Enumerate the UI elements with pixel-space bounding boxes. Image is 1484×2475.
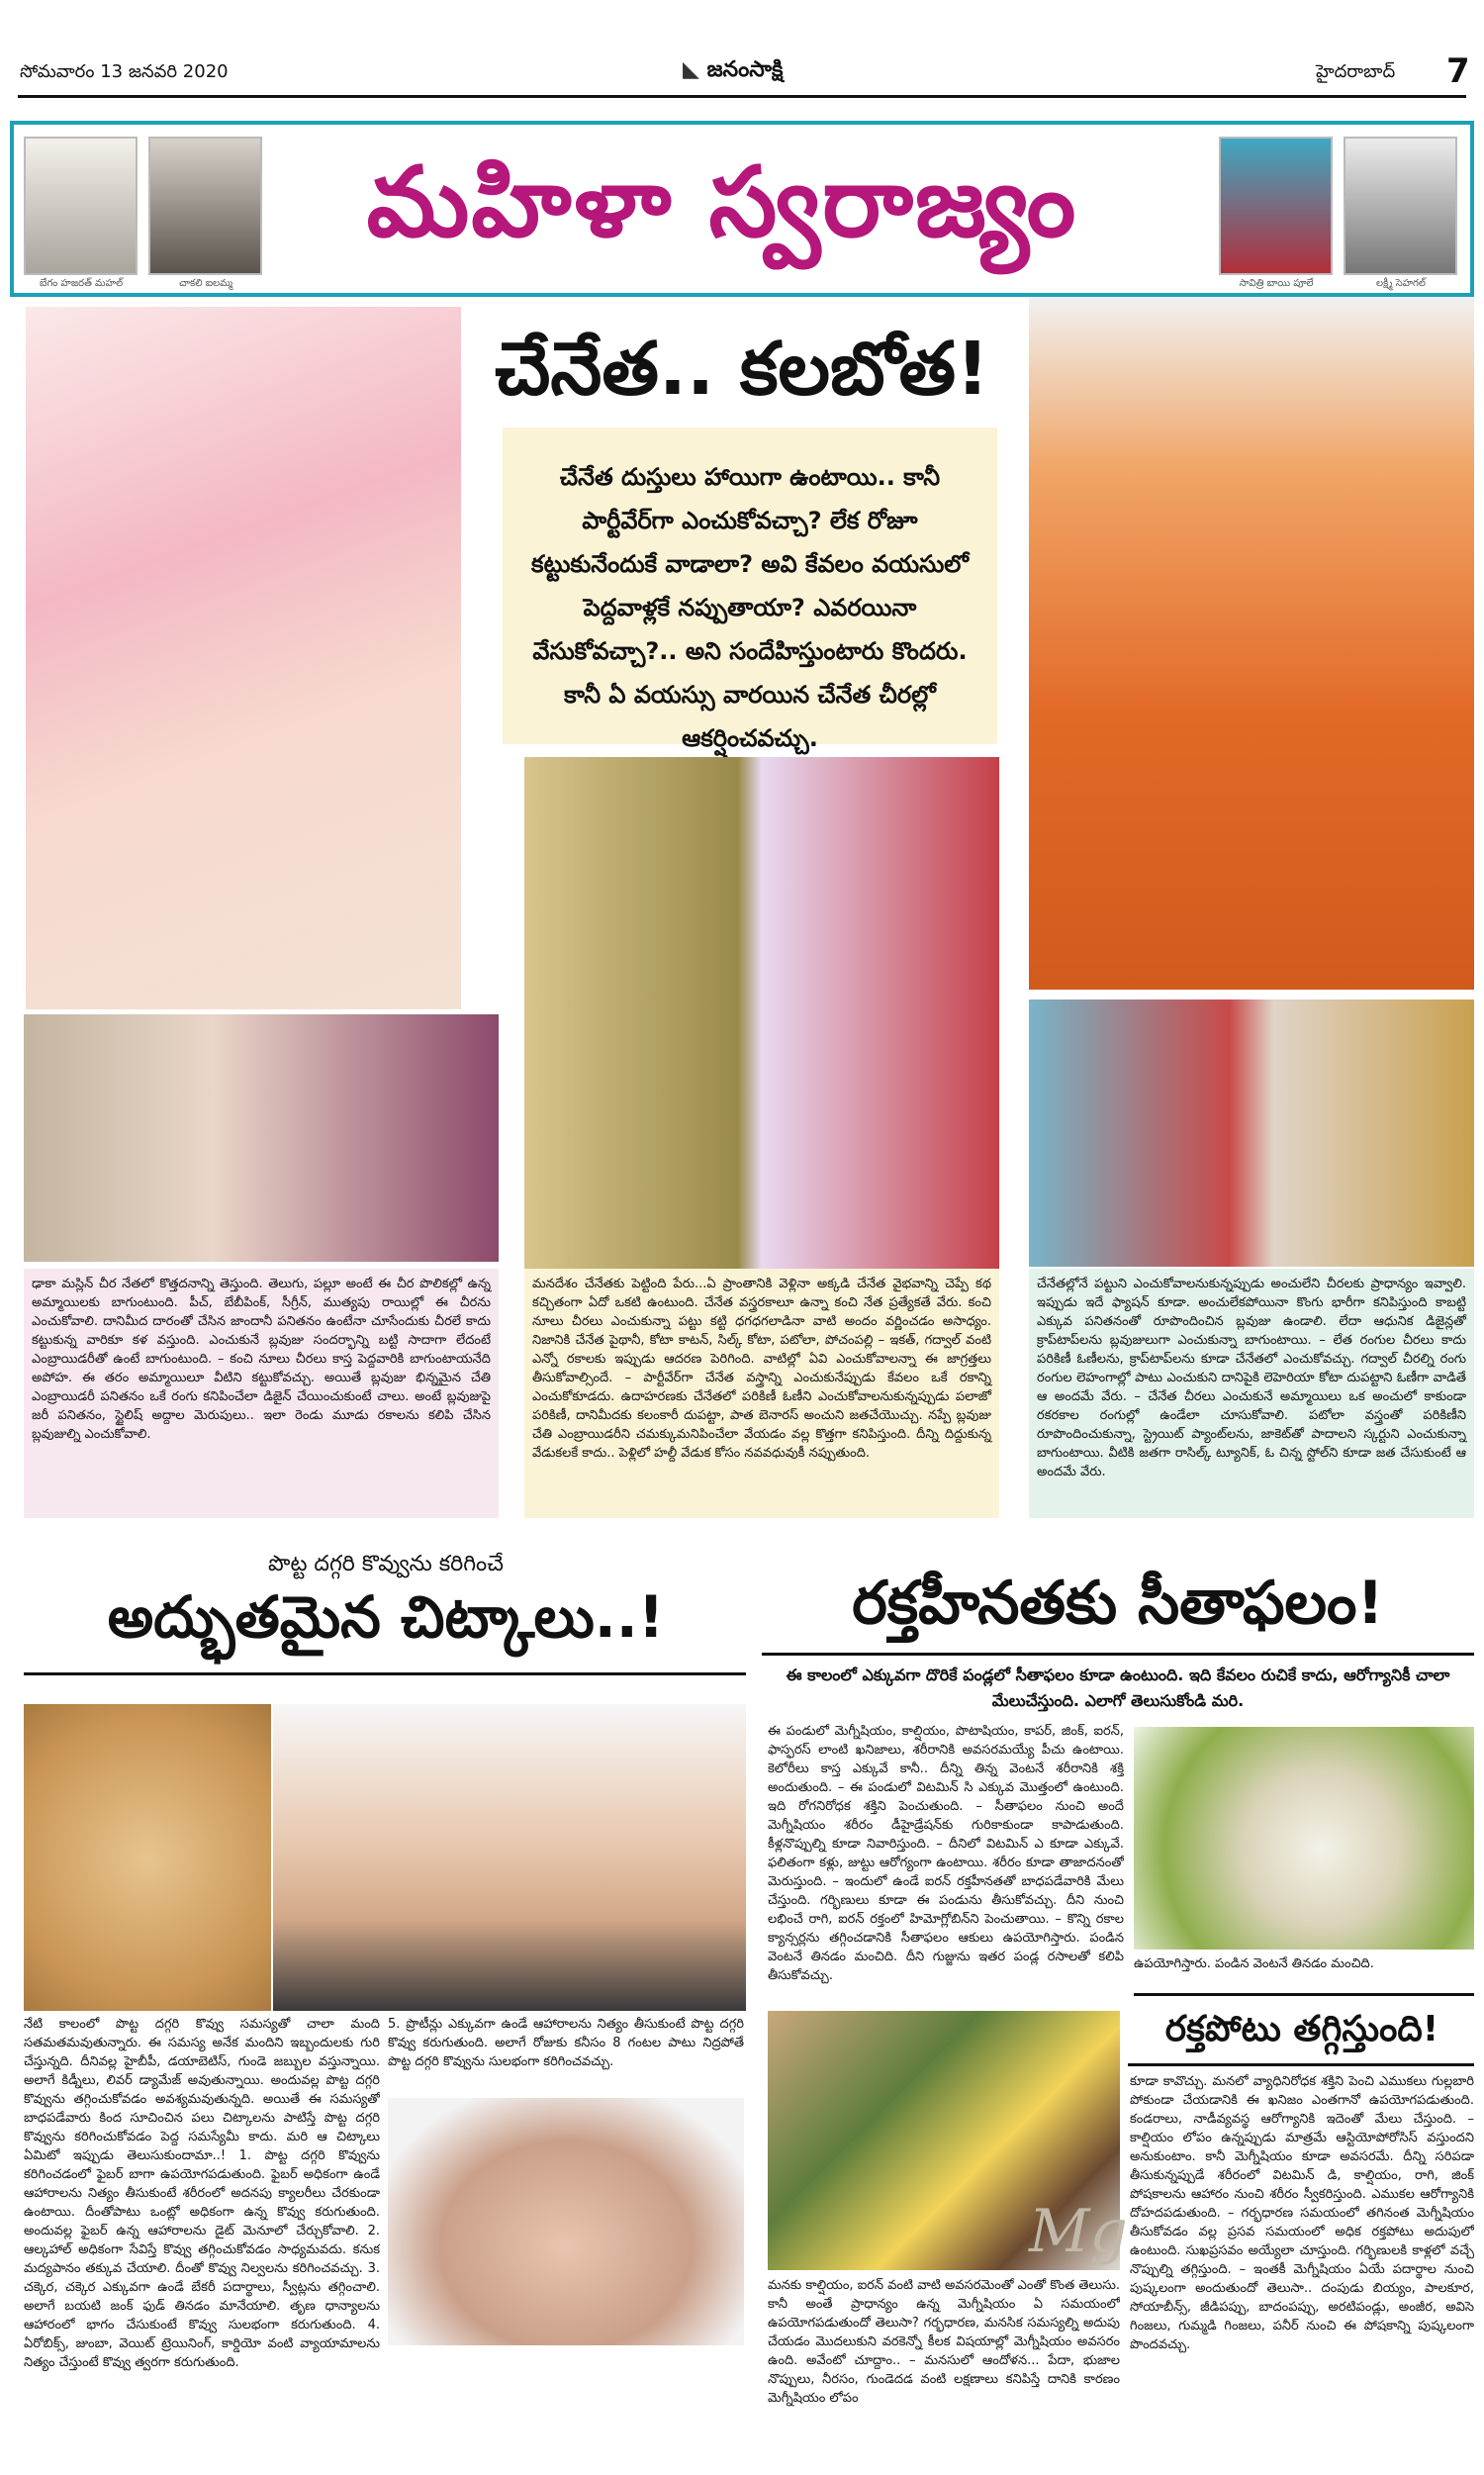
- section-title: మహిళా స్వరాజ్యం: [366, 146, 1078, 259]
- article3-rule: [762, 1653, 1474, 1656]
- photo-custard-apple: [1134, 1727, 1474, 1950]
- newspaper-name: [683, 57, 783, 87]
- photo-three-women: [24, 1014, 499, 1262]
- article2-rule: [24, 1672, 746, 1675]
- photo-waist: [388, 2098, 744, 2345]
- article2-col2: 5. ప్రొటీన్లు ఎక్కువగా ఉండే ఆహారాలను నిత్యం తీసుకుంటే పొట్ట దగ్గరి కొవ్వు కరుగుతుంది. అలాగే రోజుకు కనీసం 8 గంటల పాటు నిద్రపోతే పొట్ట దగ్గరి కొవ్వును సులభంగా కరిగించవచ్చు.: [388, 2017, 744, 2069]
- article4-col1: మనకు కాల్షియం, ఐరన్ వంటి వాటి అవసరమెంతో ఎంతో కొంత తెలుసు. కానీ అంతే ప్రాధాన్యం ఉన్న మెగ్నీషియం ఏ సమయంలో ఉపయోగపడుతుందో తెలుసా? గర్భధారణ, మనసిక సమస్యల్ని అదుపు చేయడం మొదలుకుని వరకెన్నో కీలక విషయాల్లో మెగ్నీషియం అవసరం ఉంది. అవేంటో చూద్దాం.. – మనసులో ఆందోళన... పేదా, భుజాల నొప్పులు, నీరసం, గుండెదడ వంటి లక్షణాలు కనిపిస్తే దానికి కారణం మెగ్నీషియం లోపం: [768, 2278, 1120, 2406]
- article3-headline: రక్తహీనతకు సీతాఫలం!: [852, 1569, 1384, 1638]
- portrait-caption-1: బేగం హజరత్ మహల్: [39, 278, 124, 289]
- article3-bottom-rule: [1134, 1993, 1474, 1996]
- portrait-2: [148, 137, 262, 275]
- photo-grains: [24, 1704, 271, 2011]
- article1-headline: చేనేత.. కలబోత!: [495, 327, 989, 412]
- logo-icon: ◣: [683, 57, 699, 82]
- article4-col2: కూడా కావొచ్చు. మనలో వ్యాధినిరోధక శక్తిని పెంచి ఎముకలు గుల్లబారి పోకుండా చేయడానికి ఈ ఖనిజం ఎంతగానో ఉపయోగపడుతుంది. కండరాలు, నాడీవ్యవస్థ ఆరోగ్యానికి ఇదెంతో మేలు చేస్తుంది. – కాల్షియం లోపం ఉన్నప్పుడు మాత్రమే ఆస్టియోపోరోసిస్ వస్తుందని అనుకుంటాం. కానీ మెగ్నీషియం కూడా అవసరమే. దీన్ని సరిపడా తీసుకున్నప్పుడే శరీరంలో విటమిన్ డి, కాల్షియం, రాగి, జింక్ పోషకాలను ఆహారం నుంచి శరీరం స్వీకరిస్తుంది. ఎముకల ఆరోగ్యానికి దోహదపడుతుంది. – గర్భధారణ సమయంలో తగినంత మెగ్నీషియం తీసుకోవడం వల్ల ప్రసవ సమయంలో అధిక రక్తపోటు అదుపులో ఉంటుంది. సుఖప్రసవం అయ్యేలా చూస్తుంది. గర్భిణులకి కాళ్లలో వచ్చే నొప్పుల్ని తగ్గిస్తుంది. – ఇంతకీ మెగ్నీషియం ఏయే పదార్థాల నుంచి పుష్కలంగా అందుతుందో తెలుసా.. దంపుడు బియ్యం, పాలకూర, సోయాబీన్స్, జీడిపప్పు, బాదంపప్పు, అరటిపండ్లు, అంజీర, అవిసె గింజలు, గుమ్మడి గింజలు, పనీర్ నుంచి ఈ పోషకాన్ని పుష్కలంగా పొందవచ్చు.: [1130, 2074, 1474, 2352]
- portrait-caption-2: చాకలి ఐలమ్మ: [178, 278, 233, 289]
- article1-col2: మనదేశం చేనేతకు పెట్టింది పేరు...ఏ ప్రాంతానికి వెళ్లినా అక్కడి చేనేత వైభవాన్ని చెప్పే కథ కచ్చితంగా ఏదో ఒకటి ఉంటుంది. చేనేత వస్త్రరకాలూ ఉన్నా కంచి నేత ప్రత్యేకతే వేరు. కంచి నూలు చీరలు ఎంచుకున్నా పట్టు కట్టి ధగధగలాడినా వాటి అందం వర్ణించడం అసాధ్యం. నిజానికి చేనేత పైథానీ, కోటా కాటన్, సిల్క్ కోటా, పటోలా, పోచంపల్లి – ఇకత్, గద్వాల్ వంటి ఎన్నో రకాలకు ఇప్పుడు ఆదరణ పెరిగింది. వాటిల్లో ఏవి ఎంచుకోవాలన్నా ఈ జాగ్రత్తలు తీసుకోవాల్సిందే. – పార్టీవేర్‌గా చేనేత వస్త్రాన్ని ఎంచుకునేప్పుడు కేవలం ఒకే రకాన్ని ఎంచుకోకూడదు. ఉదాహరణకు చేనేతలో పరికిణీ ఓణీని ఎంచుకోవాలనుకున్నప్పుడు పలాజో పరికిణీ, దానిమీదకు కలంకారీ దుపట్టా, పాత బెనారస్ అంచుని జతచేయొచ్చు. నప్పే బ్లవుజు చేతి ఎంబ్రాయిడరీని చమక్కుమనిపించేలా వేయడం వల్ల కొత్తగా కనిపిస్తుంది. దీన్ని దిద్దుకున్న వేడుకలకే కాదు.. పెళ్లిలో హల్దీ వేడుక కోసం నవవధువుకీ నప్పుతుంది.: [524, 1269, 999, 1518]
- header-rule: [18, 95, 1466, 98]
- article3-caption: ఉపయోగిస్తారు. పండిన వెంటనే తినడం మంచిది.: [1134, 1956, 1374, 1971]
- portrait-caption-4: లక్ష్మీ సెహగల్: [1376, 278, 1426, 289]
- magnesium-symbol: Mg: [1029, 2197, 1128, 2266]
- article1-intro: చేనేత దుస్తులు హాయిగా ఉంటాయి.. కానీ పార్టీవేర్‌గా ఎంచుకోవచ్చా? లేక రోజూ కట్టుకునేందుకే వాడాలా? అవి కేవలం వయసులో పెద్దవాళ్లకే నప్పుతాయా? ఎవరయినా వేసుకోవచ్చా?.. అని సందేహిస్తుంటారు కొందరు. కానీ ఏ వయస్సు వారయిన చేనేత చీరల్లో ఆకర్షించవచ్చు.: [503, 428, 997, 744]
- page-number: 7: [1446, 51, 1470, 91]
- article3-body: ఈ పండులో మెగ్నీషియం, కాల్షియం, పొటాషియం, కాపర్, జింక్, ఐరన్, ఫాస్ఫరస్ లాంటి ఖనిజాలు, శరీరానికి అవసరమయ్యే పీచు ఉంటాయి. కెలోరీలు కాస్త ఎక్కువే కానీ.. దీన్ని తిన్న వెంటనే శరీరానికి శక్తి అందుతుంది. – ఈ పండులో విటమిన్ సి ఎక్కువ మొత్తంలో ఉంటుంది. ఇది రోగనిరోధక శక్తిని పెంచుతుంది. – సీతాఫలం నుంచి అందే మెగ్నీషియం శరీరం డీహైడ్రేషన్‌కు గురికాకుండా కాపాడుతుంది. కీళ్లనొప్పుల్ని కూడా నివారిస్తుంది. – దీనిలో విటమిన్ ఎ కూడా ఎక్కువే. ఫలితంగా కళ్లు, జుట్టు ఆరోగ్యంగా ఉంటాయి. శరీరం కూడా తాజాదనంతో మెరుస్తుంది. – ఇందులో ఉండే ఐరన్ రక్తహీనతతో బాధపడేవారికి మేలు చేస్తుంది. గర్భిణులు కూడా ఈ పండును తీసుకోవచ్చు. దీని నుంచి లభించే రాగి, ఐరన్ రక్తంలో హిమోగ్లోబిన్‌ని పెంచుతాయి. – కొన్ని రకాల క్యాన్సర్లను తగ్గించడానికి సీతాఫలం ఆకులు ఉపయోగిస్తారు. పండిన వెంటనే తినడం మంచిది. దీని గుజ్జును ఇతర పండ్ల రసాలతో కలిపి తీసుకోవచ్చు.: [768, 1724, 1124, 1983]
- portrait-4: [1344, 137, 1457, 275]
- article2-kicker: పొట్ట దగ్గరి కొవ్వును కరిగించే: [268, 1552, 504, 1576]
- article4-rule: [1128, 2063, 1474, 2066]
- article2-col1: నేటి కాలంలో పొట్ట దగ్గరి కొవ్వు సమస్యతో చాలా మంది సతమతమవుతున్నారు. ఈ సమస్య అనేక మందిని ఇబ్బందులకు గురి చేస్తున్నది. దీనివల్ల హైబీపీ, డయాబెటిస్, గుండె జబ్బుల వస్తున్నాయి. అలాగే కిడ్నీలు, లివర్ డ్యామేజ్ అవుతున్నాయి. అందువల్ల పొట్ట దగ్గరి కొవ్వును తగ్గించుకోవడం అవశ్యమవుతున్నది. అయితే ఈ సమస్యతో బాధపడేవారు కింద సూచించిన పలు చిట్కాలను పాటిస్తే పొట్ట దగ్గరి కొవ్వును కరిగించుకోవడం పెద్ద సమస్యేమీ కాదు. మరి ఆ చిట్కాలు ఏమిటో ఇప్పుడు తెలుసుకుందామా..! 1. పొట్ట దగ్గరి కొవ్వును కరిగించడంలో ఫైబర్ బాగా ఉపయోగపడుతుంది. ఫైబర్ అధికంగా ఉండే ఆహారాలను నిత్యం తీసుకుంటే శరీరంలో అదనపు క్యాలరీలు చేరకుండా ఉంటాయి. దీంతోపాటు ఒంట్లో అధికంగా ఉన్న కొవ్వు కరుగుతుంది. అందువల్ల ఫైబర్ ఉన్న ఆహారాలను డైట్ మెనూలో చేర్చుకోవాలి. 2. ఆల్కహాల్ అధికంగా సేవిస్తే కొవ్వు తగ్గించుకోవడం సాధ్యమవదు. కనుక మద్యపానం తక్కువ చేయాలి. దీంతో కొవ్వు నిల్వలను కరిగించవచ్చు. 3. చక్కెర, చక్కెర ఎక్కువగా ఉండే బేకరీ పదార్థాలు, స్వీట్లను తగ్గించాలి. అలాగే బయటి జంక్ ఫుడ్ తినడం మానేయాలి. తృణ ధాన్యాలను ఆహారంలో భాగం చేసుకుంటే కొవ్వు సులభంగా కరుగుతుంది. 4. ఏరోబిక్స్, జుంబా, వెయిట్ ట్రెయినింగ్, కార్డియో వంటి వ్యాయామాలను నిత్యం చేస్తుంటే కొవ్వు త్వరగా కరుగుతుంది.: [24, 2017, 380, 2370]
- newspaper-title: జనంసాక్షి: [706, 57, 784, 82]
- article1-col1: ఢాకా మస్లిన్ చీర నేతలో కొత్తదనాన్ని తెస్తుంది. తెలుగు, పల్లూ అంటే ఈ చీర పొలికల్లో ఉన్న అమ్మాయిలకు బాగుంటుంది. పీచ్, బేబీపింక్, సీగ్రీన్, ముత్యపు రాయిల్లో ఈ చీరను ఎంచుకోవాలి. దానిమీద దారంతో చేసిన జాందానీ పనితనం ఉంటేనా చూసేందుకు చీరలే కాదు కట్టుకున్న వారికూ కళ వస్తుంది. ఎంచుకునే బ్లవుజు సందర్భాన్ని బట్టి సాదాగా లేదంటే ఎంబ్రాయిడరీతో ఉంటే బాగుంటుంది. – కంచి నూలు చీరలు కాస్త పెద్దవారికి బాగుంటాయనేది అపోహ. ఈ తరం అమ్మాయిలూ వీటిని కట్టుకోవచ్చు. అయితే బ్లవుజు భిన్నమైన చేతి ఎంబ్రాయిడరీ పనితనం ఒకే రంగు కనిపించేలా డిజైన్ చేయించుకుంటే చాలు. అంటే బ్లవుజుపై జరీ పనితనం, స్టైలిష్ అద్దాల మెరుపులు.. ఇలా రెండు మూడు రకాలను కలిపి చేసిన బ్లవుజుల్ని ఎంచుకోవాలి.: [24, 1269, 499, 1518]
- portrait-1: [24, 137, 138, 275]
- portrait-3: [1219, 137, 1333, 275]
- photo-two-sarees: [1029, 1000, 1474, 1267]
- photo-lehenga: [524, 757, 999, 1272]
- article3-intro: ఈ కాలంలో ఎక్కువగా దొరికే పండ్లలో సీతాఫలం కూడా ఉంటుంది. ఇది కేవలం రుచికే కాదు, ఆరోగ్యానికీ చాలా మేలుచేస్తుంది. ఎలాగో తెలుసుకోండి మరి.: [786, 1666, 1450, 1710]
- photo-orange-saree: [1029, 297, 1474, 990]
- article4-headline: రక్తపోటు తగ్గిస్తుంది!: [1164, 2009, 1439, 2049]
- edition-city: హైదరాబాద్: [1316, 61, 1396, 82]
- photo-belly: [273, 1704, 746, 2011]
- issue-date: సోమవారం 13 జనవరి 2020: [20, 61, 229, 82]
- article2-headline: అద్భుతమైన చిట్కాలు..!: [107, 1583, 665, 1651]
- portrait-caption-3: సావిత్రి బాయి పూలే: [1239, 278, 1314, 289]
- article1-col3: చేనేతల్లోనే పట్టుని ఎంచుకోవాలనుకున్నప్పుడు అంచులేని చీరలకు ప్రాధాన్యం ఇవ్వాలి. ఇప్పుడు ఇదే ఫ్యాషన్ కూడా. అంచులేకపోయినా కొంగు భారీగా కనిపిస్తుంది కాబట్టి ఎక్కువ పనితనంతో రూపొందించిన బ్లవుజు ఉండాలి. లేదా ఆధునిక డిజైన్లతో క్రాప్‌టాప్‌లను బ్లవుజులుగా ఎంచుకున్నా బాగుంటాయి. – లేత రంగుల చీరలు కాదు పరికిణీ ఓణీలను, క్రాప్‌టాప్‌లను కూడా చేనేతలో ఎంచుకోవచ్చు. గద్వాల్ చీరల్ని రంగు రంగుల లెహంగాల్లో పాటు ఎంచుకుని దానిపైకి లెహెరియా కోటా దుపట్టాని ఓణీగా వాడితే ఆ అందమే వేరు. – చేనేత చీరలు ఎంచుకునే అమ్మాయిలు ఒక అంచులో కాకుండా రకరకాల రంగుల్లో ఉండేలా చూసుకోవాలి. పటోలా వస్త్రంతో పరికిణీని రూపొందించుకున్నా, స్ట్రెయిట్ ప్యాంట్‌లను, జాకెట్‌తో పాదాలని స్కర్టుని ఎంచుకున్నా బాగుంటాయి. వీటికి జతగా రాసిల్క్ ట్యూనిక్, ఓ చిన్న స్టోల్‌ని కూడా జత చేసుకుంటే ఆ అందమే వేరు.: [1029, 1269, 1474, 1518]
